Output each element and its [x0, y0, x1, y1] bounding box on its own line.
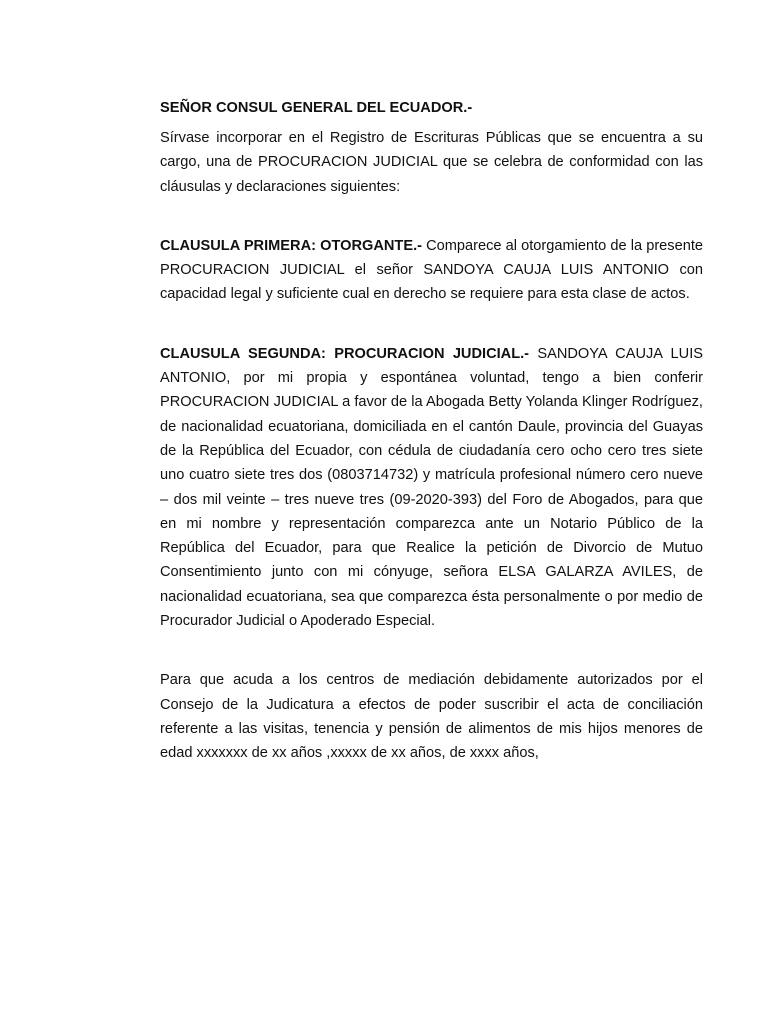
clause-second-text: SANDOYA CAUJA LUIS ANTONIO, por mi propia y espontánea voluntad, tengo a bien conferir PROCURACION JUDICIAL a favor de la Abogada Betty Yolanda Klinger Rodríguez, de nacionalidad ecuatoriana, domiciliada en el cantón Daule, provincia del Guayas de la República del Ecuador, con cédula de ciudadanía cero ocho cero tres siete uno cuatro siete tres dos (0803714732) y matrícula profesional número cero nueve – dos mil veinte – tres nueve tres (09-2020-393) del Foro de Abogados, para que en mi nombre y representación comparezca ante un Notario Público de la República del Ecuador, para que Realice la petición de Divorcio de Mutuo Consentimiento junto con mi cónyuge, señora ELSA GALARZA AVILES, de nacionalidad ecuatoriana, sea que comparezca ésta personalmente o por medio de Procurador Judicial o Apoderado Especial. — [160, 345, 703, 630]
document-body — [160, 96, 703, 766]
document-heading: SEÑOR CONSUL GENERAL DEL ECUADOR.- — [160, 100, 473, 116]
clause-first-text: Comparece al otorgamiento de la presente PROCURACION JUDICIAL el señor SANDOYA CAUJA LUIS ANTONIO con capacidad legal y suficiente cual en derecho se requiere para esta clase de actos. — [160, 237, 703, 303]
clause-first-title: CLAUSULA PRIMERA: OTORGANTE.- — [160, 237, 422, 254]
intro-paragraph: Sírvase incorporar en el Registro de Escrituras Públicas que se encuentra a su cargo, una de PROCURACION JUDICIAL que se celebra de conformidad con las cláusulas y declaraciones siguientes: — [160, 130, 703, 195]
clause-second-title: CLAUSULA SEGUNDA: PROCURACION JUDICIAL.- — [160, 345, 530, 362]
clause-first-paragraph — [160, 234, 703, 307]
clause-second-paragraph — [160, 342, 703, 634]
mediation-paragraph: Para que acuda a los centros de mediación debidamente autorizados por el Consejo de la Judicatura a efectos de poder suscribir el acta de conciliación referente a las visitas, tenencia y pensión de alimentos de mis hijos menores de edad xxxxxxx de xx años ,xxxxx de xx años, de xxxx años, — [160, 672, 703, 762]
